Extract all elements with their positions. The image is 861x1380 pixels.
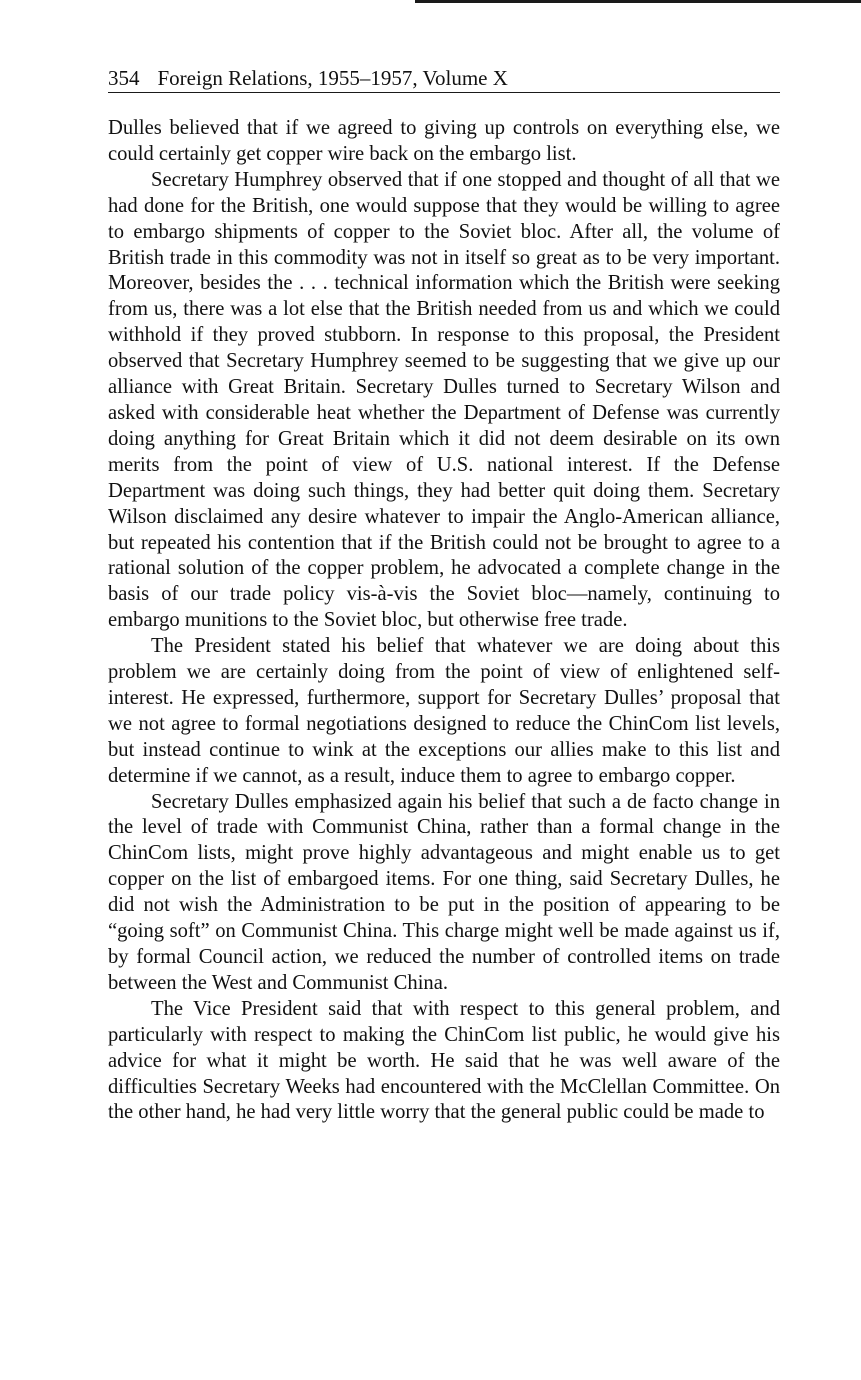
running-header — [108, 64, 780, 93]
top-edge-rule — [415, 0, 861, 3]
paragraph-vice-president: The Vice President said that with respect to this general problem, and particularly with respect to making the ChinCom list public, he would give his advice for what it might be worth. He said that he was well aware of the difficulties Secretary Weeks had encountered with the McClellan Committee. On the other hand, he had very little worry that the general public could be made to — [108, 997, 780, 1124]
paragraph-humphrey: Secretary Humphrey observed that if one stopped and thought of all that we had done for the British, one would suppose that they would be willing to agree to embargo shipments of copper to the Soviet bloc. After all, the volume of British trade in this commodity was not in itself so great as to be very important. Moreover, besides the . . . technical information which the British were seeking from us, there was a lot else that the British needed from us and which we could withhold if they proved stubborn. In response to this proposal, the President observed that Secretary Humphrey seemed to be suggesting that we give up our alliance with Great Britain. Secretary Dulles turned to Secretary Wilson and asked with considerable heat whether the Department of Defense was currently doing anything for Great Britain which it did not deem desirable on its own merits from the point of view of U.S. national interest. If the Defense Department was doing such things, they had better quit doing them. Secretary Wilson disclaimed any desire whatever to impair the Anglo-American alliance, but repeated his contention that if the British could not be brought to agree to a rational solution of the copper problem, he advocated a complete change in the basis of our trade policy vis-à-vis the Soviet bloc—namely, continuing to embargo munitions to the Soviet bloc, but otherwise free trade. — [108, 168, 780, 632]
volume-title: Foreign Relations, 1955–1957, Volume X — [157, 66, 508, 90]
paragraph-dulles: Secretary Dulles emphasized again his belief that such a de facto change in the level of trade with Communist China, rather than a formal change in the ChinCom lists, might prove highly advantageous and might enable us to get copper on the list of embargoed items. For one thing, said Secretary Dulles, he did not wish the Administration to be put in the position of appearing to be “going soft” on Communist China. This charge might well be made against us if, by formal Council action, we reduced the number of controlled items on trade between the West and Communist China. — [108, 790, 780, 994]
paragraph-president: The President stated his belief that whatever we are doing about this problem we are certainly doing from the point of view of enlightened self-interest. He expressed, furthermore, support for Secretary Dulles’ proposal that we not agree to formal negotiations designed to reduce the ChinCom list levels, but instead continue to wink at the exceptions our allies make to this list and determine if we cannot, as a result, induce them to agree to embargo copper. — [108, 635, 780, 787]
page-number: 354 — [108, 66, 140, 90]
paragraph-continued: Dulles believed that if we agreed to giving up controls on everything else, we could certainly get copper wire back on the embargo list. — [108, 117, 780, 165]
body-text — [108, 116, 780, 1126]
